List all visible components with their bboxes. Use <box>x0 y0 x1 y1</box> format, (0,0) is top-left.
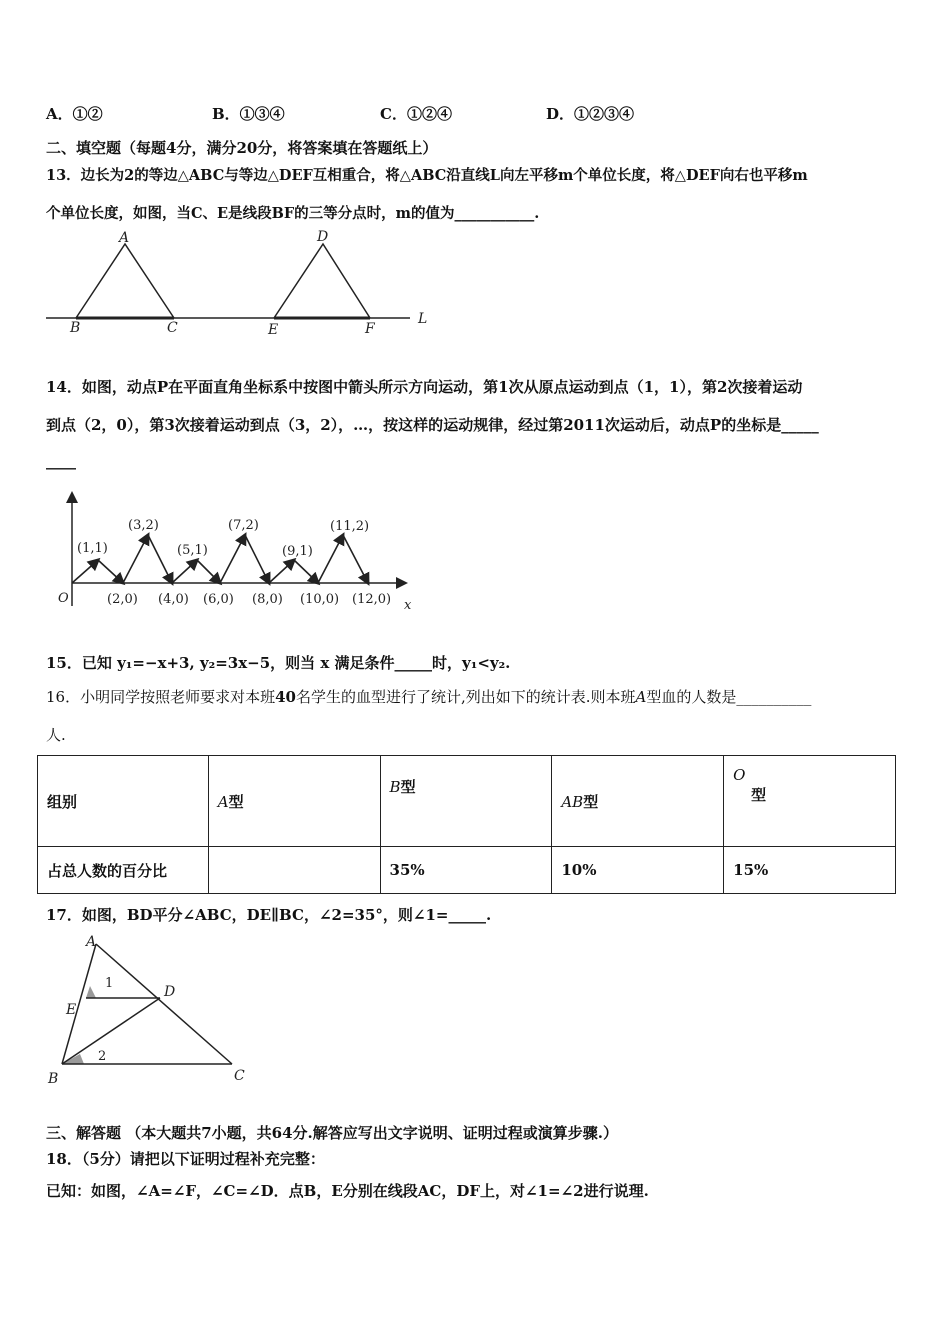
q16-line2: 人. <box>46 726 66 744</box>
label-D: D <box>164 984 176 1000</box>
table-header-row <box>38 756 896 847</box>
table-row <box>38 847 896 894</box>
peak-label-2: (3,2) <box>128 518 159 533</box>
q16-line1 <box>46 686 811 707</box>
cell-o: 15% <box>724 847 896 894</box>
cell-ab: 10% <box>552 847 724 894</box>
q18-line1: 18．（5分）请把以下证明过程补充完整： <box>46 1150 325 1168</box>
q16-num: 40 <box>275 688 296 706</box>
base-label-1: (2,0) <box>107 592 138 607</box>
triangle-DEF <box>274 244 370 318</box>
cell-a <box>208 847 380 894</box>
base-label-5: (10,0) <box>300 592 340 607</box>
header-a: A型 <box>208 756 380 847</box>
peak-label-1: (1,1) <box>77 541 108 556</box>
q15-text: 15．已知 y₁=−x+3, y₂=3x−5，则当 x 满足条件_____时，y₁<y₂. <box>46 654 511 672</box>
q18-line2: 已知：如图，∠A=∠F，∠C=∠D．点B，E分别在线段AC，DF上，对∠1=∠2进行说理. <box>46 1182 649 1200</box>
base-label-4: (8,0) <box>252 592 283 607</box>
label-A: A <box>119 230 130 246</box>
label-B: B <box>70 320 81 336</box>
motion-path <box>72 535 368 583</box>
label-A: A <box>86 934 97 950</box>
base-label-2: (4,0) <box>158 592 189 607</box>
label-C: C <box>234 1068 245 1084</box>
option-c: C．①②④ <box>380 105 452 123</box>
option-d: D．①②③④ <box>546 105 635 123</box>
header-ab: AB型 <box>552 756 724 847</box>
q16-prefix: 16．小明同学按照老师要求对本班 <box>46 688 276 706</box>
option-b: B．①③④ <box>212 105 285 123</box>
angle-2-label: 2 <box>98 1049 107 1064</box>
peak-label-5: (9,1) <box>282 544 313 559</box>
blood-type-table <box>37 755 896 894</box>
label-E: E <box>268 322 279 338</box>
q14-line3: ____ <box>46 452 76 470</box>
q13-line2: 个单位长度，如图，当C、E是线段BF的三等分点时，m的值为___________. <box>46 205 540 222</box>
header-o: O 型 <box>724 756 896 847</box>
q17-text: 17．如图，BD平分∠ABC，DE∥BC，∠2=35°，则∠1=_____. <box>46 906 492 924</box>
q14-line2: 到点（2，0），第3次接着运动到点（3，2），…，按这样的运动规律，经过第2011次运动后，动点P的坐标是_____ <box>46 416 819 434</box>
label-C: C <box>167 320 178 336</box>
q17-triangle-figure <box>44 932 264 1092</box>
q14-line1: 14．如图，动点P在平面直角坐标系中按图中箭头所示方向运动，第1次从原点运动到点（1，1），第2次接着运动 <box>46 378 803 396</box>
q16-suffix: 型血的人数是__________ <box>646 688 812 706</box>
peak-label-6: (11,2) <box>330 519 370 534</box>
q14-zigzag-figure <box>50 488 420 618</box>
peak-label-4: (7,2) <box>228 518 259 533</box>
q13-triangles-figure <box>40 228 440 338</box>
label-L: L <box>418 311 428 327</box>
section3-title: 三、解答题 （本大题共7小题，共64分.解答应写出文字说明、证明过程或演算步骤.） <box>46 1124 618 1142</box>
base-label-6: (12,0) <box>352 592 392 607</box>
base-label-3: (6,0) <box>203 592 234 607</box>
option-a: A．①② <box>46 105 103 123</box>
x-axis-label: x <box>404 598 412 613</box>
label-F: F <box>365 321 375 337</box>
label-B: B <box>48 1071 59 1087</box>
header-b: B型 <box>380 756 552 847</box>
label-D: D <box>317 229 329 245</box>
segment-AC <box>96 944 232 1064</box>
cell-b: 35% <box>380 847 552 894</box>
header-group: 组别 <box>38 756 209 847</box>
segment-BD <box>62 998 160 1064</box>
angle-1-label: 1 <box>105 976 114 991</box>
row-label: 占总人数的百分比 <box>38 847 209 894</box>
q16-var: A <box>635 688 647 706</box>
q16-mid: 名学生的血型进行了统计,列出如下的统计表.则本班 <box>295 688 636 706</box>
label-E: E <box>66 1002 77 1018</box>
triangle-ABC <box>76 244 174 318</box>
peak-label-3: (5,1) <box>177 543 208 558</box>
angle-1-shade <box>86 986 96 998</box>
section2-title: 二、填空题（每题4分，满分20分，将答案填在答题纸上） <box>46 139 438 157</box>
origin-label: O <box>58 591 69 606</box>
q13-line1: 13．边长为2的等边△ABC与等边△DEF互相重合，将△ABC沿直线L向左平移m个单位长度，将△DEF向右也平移m <box>46 167 808 184</box>
